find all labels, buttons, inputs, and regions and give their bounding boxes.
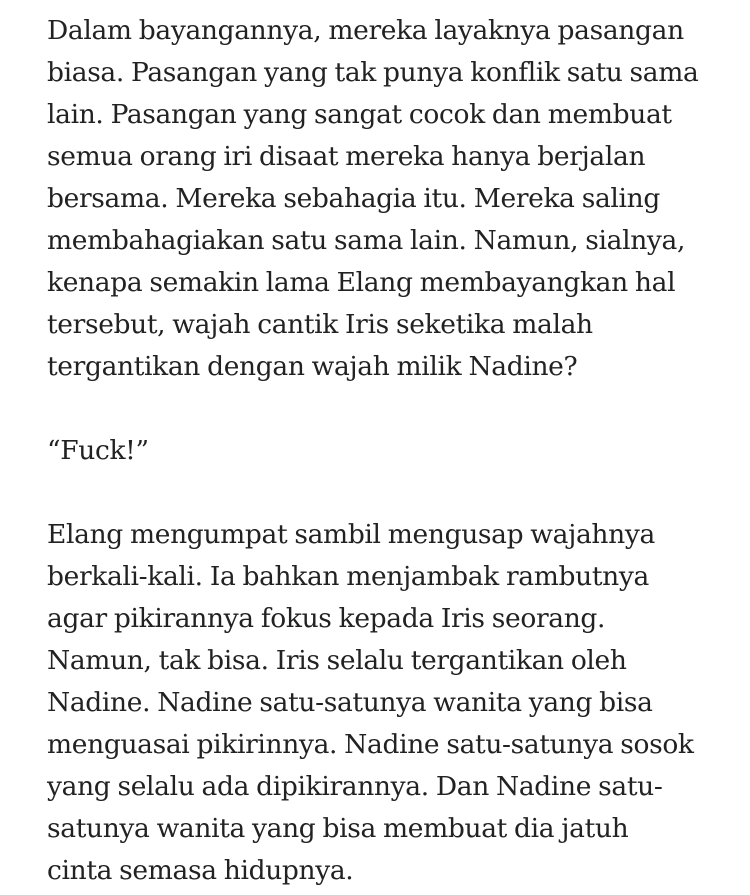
text-line: agar pikirannya fokus kepada Iris seorang. bbox=[47, 603, 606, 634]
text-line: kenapa semakin lama Elang membayangkan hal bbox=[47, 267, 676, 298]
text-line: tergantikan dengan wajah milik Nadine? bbox=[47, 351, 578, 382]
text-line: “Fuck!” bbox=[47, 435, 149, 466]
text-line: tersebut, wajah cantik Iris seketika malah bbox=[47, 309, 593, 340]
text-line: Nadine. Nadine satu-satunya wanita yang bisa bbox=[47, 687, 653, 718]
text-line: yang selalu ada dipikirannya. Dan Nadine satu- bbox=[47, 771, 663, 802]
paragraph-exclamation bbox=[47, 430, 727, 472]
text-line: bersama. Mereka sebahagia itu. Mereka saling bbox=[47, 183, 660, 214]
text-line: semua orang iri disaat mereka hanya berjalan bbox=[47, 141, 646, 172]
paragraph-elang bbox=[47, 514, 727, 892]
text-line: cinta semasa hidupnya. bbox=[47, 855, 354, 886]
paragraph-dream bbox=[47, 10, 727, 388]
text-line: menguasai pikirinnya. Nadine satu-satunya sosok bbox=[47, 729, 694, 760]
text-line: Dalam bayangannya, mereka layaknya pasangan bbox=[47, 15, 684, 46]
text-line: biasa. Pasangan yang tak punya konflik satu sama bbox=[47, 57, 699, 88]
text-line: Namun, tak bisa. Iris selalu tergantikan oleh bbox=[47, 645, 627, 676]
text-line: berkali-kali. Ia bahkan menjambak rambutnya bbox=[47, 561, 649, 592]
text-line: membahagiakan satu sama lain. Namun, sialnya, bbox=[47, 225, 686, 256]
text-line: Elang mengumpat sambil mengusap wajahnya bbox=[47, 519, 655, 550]
text-line: satunya wanita yang bisa membuat dia jatuh bbox=[47, 813, 629, 844]
text-line: lain. Pasangan yang sangat cocok dan membuat bbox=[47, 99, 672, 130]
